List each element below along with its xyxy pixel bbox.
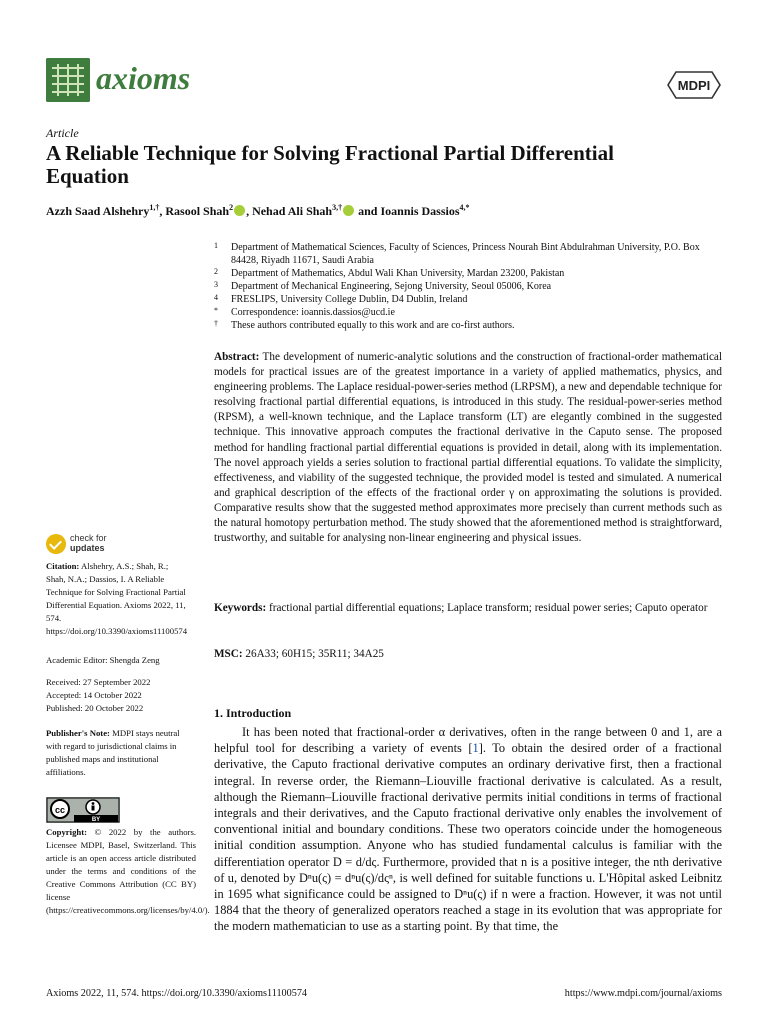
academic-editor: Academic Editor: Shengda Zeng <box>46 655 160 665</box>
author-affiliation-marks: 4,* <box>459 203 470 212</box>
affiliation-mark: 2 <box>214 267 218 276</box>
publisher-logo-text: MDPI <box>677 78 711 93</box>
affiliation-mark: 1 <box>214 241 218 250</box>
affiliation-text: Department of Mechanical Engineering, Sejong University, Seoul 05006, Korea <box>231 281 552 292</box>
accepted-date: Accepted: 14 October 2022 <box>46 690 142 700</box>
keywords-label: Keywords: <box>214 602 267 614</box>
author-name: Azzh Saad Alshehry <box>46 204 150 218</box>
citation-link[interactable]: 1 <box>472 741 479 756</box>
received-date: Received: 27 September 2022 <box>46 677 151 687</box>
copyright-text: © 2022 by the authors. Licensee MDPI, Basel, Switzerland. This article is an open access article distributed under the terms and conditions of the Creative Commons Attribution (CC BY) license (https://creativecommons.org/licenses/by/4.0/). <box>46 827 210 915</box>
msc-label: MSC: <box>214 648 243 660</box>
affiliation-item <box>214 306 722 319</box>
keywords-text: fractional partial differential equations; Laplace transform; residual power series; Caputo operator <box>269 602 708 614</box>
copyright-block <box>46 826 210 917</box>
svg-text:cc: cc <box>54 805 66 815</box>
msc-codes <box>214 647 722 662</box>
orcid-icon[interactable] <box>234 205 245 216</box>
check-updates-icon <box>46 534 66 554</box>
author-affiliation-marks: 3,† <box>332 203 343 212</box>
publication-dates <box>46 676 196 715</box>
publisher-note-text: MDPI stays neutral with regard to jurisdictional claims in published maps and institutional affiliations. <box>46 728 180 777</box>
affiliation-item <box>214 267 722 280</box>
affiliation-item <box>214 293 722 306</box>
journal-logo-icon <box>46 58 90 102</box>
author-affiliation-marks: 1,† <box>149 203 160 212</box>
affiliation-mark: 4 <box>214 293 218 302</box>
affiliation-text: These authors contributed equally to this work and are co-first authors. <box>231 320 515 331</box>
author-affiliation-marks: 2 <box>229 203 234 212</box>
citation-text: Alshehry, A.S.; Shah, R.; Shah, N.A.; Dassios, I. A Reliable Technique for Solving Fractional Partial Differential Equation. Axioms 2022, 11, 574. https://doi.org/10.3390/axioms11100574 <box>46 561 188 636</box>
section-heading: 1. Introduction <box>214 706 292 720</box>
author-separator: , <box>246 204 253 218</box>
abstract <box>214 350 722 546</box>
publisher-note-label: Publisher's Note: <box>46 728 110 738</box>
cc-badge-text: BY <box>91 817 101 823</box>
affiliation-item <box>214 280 722 293</box>
affiliation-text: FRESLIPS, University College Dublin, D4 Dublin, Ireland <box>231 294 468 305</box>
affiliation-text: Department of Mathematical Sciences, Faculty of Sciences, Princess Nourah Bint Abdulrahman University, P.O. Box 84428, Riyadh 11671, Saudi Arabia <box>231 242 700 266</box>
check-updates-line1: check for <box>70 533 107 543</box>
affiliation-mark: * <box>214 306 218 315</box>
check-for-updates-button[interactable] <box>46 532 156 556</box>
keywords <box>214 601 722 616</box>
affiliation-mark: † <box>214 319 218 328</box>
citation-label: Citation: <box>46 561 80 571</box>
intro-text-part-1: It has been noted that fractional-order α derivatives, often in the range between 0 and 1, are a helpful tool for describing a variety of events [ <box>214 725 722 756</box>
affiliation-text: Correspondence: ioannis.dassios@ucd.ie <box>231 307 395 318</box>
affiliation-item <box>214 319 722 332</box>
affiliation-item <box>214 241 722 267</box>
publisher-logo <box>666 70 722 100</box>
copyright-label: Copyright: <box>46 827 88 837</box>
orcid-icon[interactable] <box>343 205 354 216</box>
publisher-note <box>46 727 191 779</box>
published-date: Published: 20 October 2022 <box>46 703 144 713</box>
affiliation-mark: 3 <box>214 280 218 289</box>
affiliation-list <box>214 241 722 332</box>
author-name: Nehad Ali Shah <box>252 204 333 218</box>
msc-text: 26A33; 60H15; 35R11; 34A25 <box>245 648 384 660</box>
author-separator: , <box>159 204 166 218</box>
check-updates-line2: updates <box>70 543 105 553</box>
abstract-label: Abstract: <box>214 351 260 363</box>
author-name: Ioannis Dassios <box>380 204 460 218</box>
author-list <box>46 203 686 219</box>
footer-journal-url[interactable]: https://www.mdpi.com/journal/axioms <box>564 988 722 999</box>
author-separator: and <box>355 204 381 218</box>
affiliation-text: Department of Mathematics, Abdul Wali Khan University, Mardan 23200, Pakistan <box>231 268 565 279</box>
author-name: Rasool Shah <box>165 204 230 218</box>
journal-name: axioms <box>96 60 191 96</box>
cc-by-license-icon[interactable] <box>46 797 120 823</box>
abstract-text: The development of numeric-analytic solutions and the construction of fractional-order mathematical models for practical issues are of the greatest importance in a variety of applied mathematics, physics, and engineering problems. The Laplace residual-power-series method (LRPSM), a new and dependable technique for resolving fractional partial differential equations, is introduced in this study. The residual-power-series method (RPSM), a well-known technique, and the Laplace transform (LT) are elegantly combined in the suggested technique. This innovative approach computes the fractional derivative in the Caputo sense. The proposed method for handling fractional partial differential equations is provided in detail, along with its implementation. The novel approach yields a series solution to fractional partial differential equations. To validate the simplicity, effectiveness, and viability of the suggested technique, the provided model is tested and simulated. A numerical and graphical description of the effects of the fractional order γ on approximating the solutions is provided. Comparative results show that the suggested method approximates more precisely than current methods such as the natural homotopy perturbation method. The study showed that the aforementioned method is straightforward, trustworthy, and suitable for analysing non-linear engineering and physical issues. <box>214 351 722 545</box>
article-title: A Reliable Technique for Solving Fractional Partial Differential Equation <box>46 141 614 188</box>
article-type: Article <box>46 126 79 140</box>
intro-text-part-2: ]. To obtain the desired order of a fractional derivative, the Caputo fractional derivative computes an ordinary derivative first, then a fractional integral. In reverse order, the Riemann–Liouville fractional derivative is calculated. As a result, although the Riemann–Liouville fractional derivative permits initial conditions in terms of fractional integrals and their derivatives, and the Caputo fractional derivative only enables the involvement of conventional initial and boundary conditions. These two operators coincide under the homogeneous initial condition assumption. Anyone who has studied fundamental calculus is familiar with the differentiation operator D = d/dς. Furthermore, provided that n is a positive integer, the nth derivative of u, denoted by Dⁿu(ς) = dⁿu(ς)/dςⁿ, is well defined for suitable functions u. L'Hôpital asked Leibnitz in 1695 what significance could be assigned to Dⁿu(ς) if n were a fraction. However, it was not until 1884 that the theory of generalized operators reached a stage in its evolution that was appropriate for the modern mathematician to use as a starting point. By that time, the <box>214 741 722 934</box>
introduction-paragraph <box>214 724 722 935</box>
footer-citation: Axioms 2022, 11, 574. https://doi.org/10.3390/axioms11100574 <box>46 988 308 999</box>
citation-block <box>46 560 186 638</box>
